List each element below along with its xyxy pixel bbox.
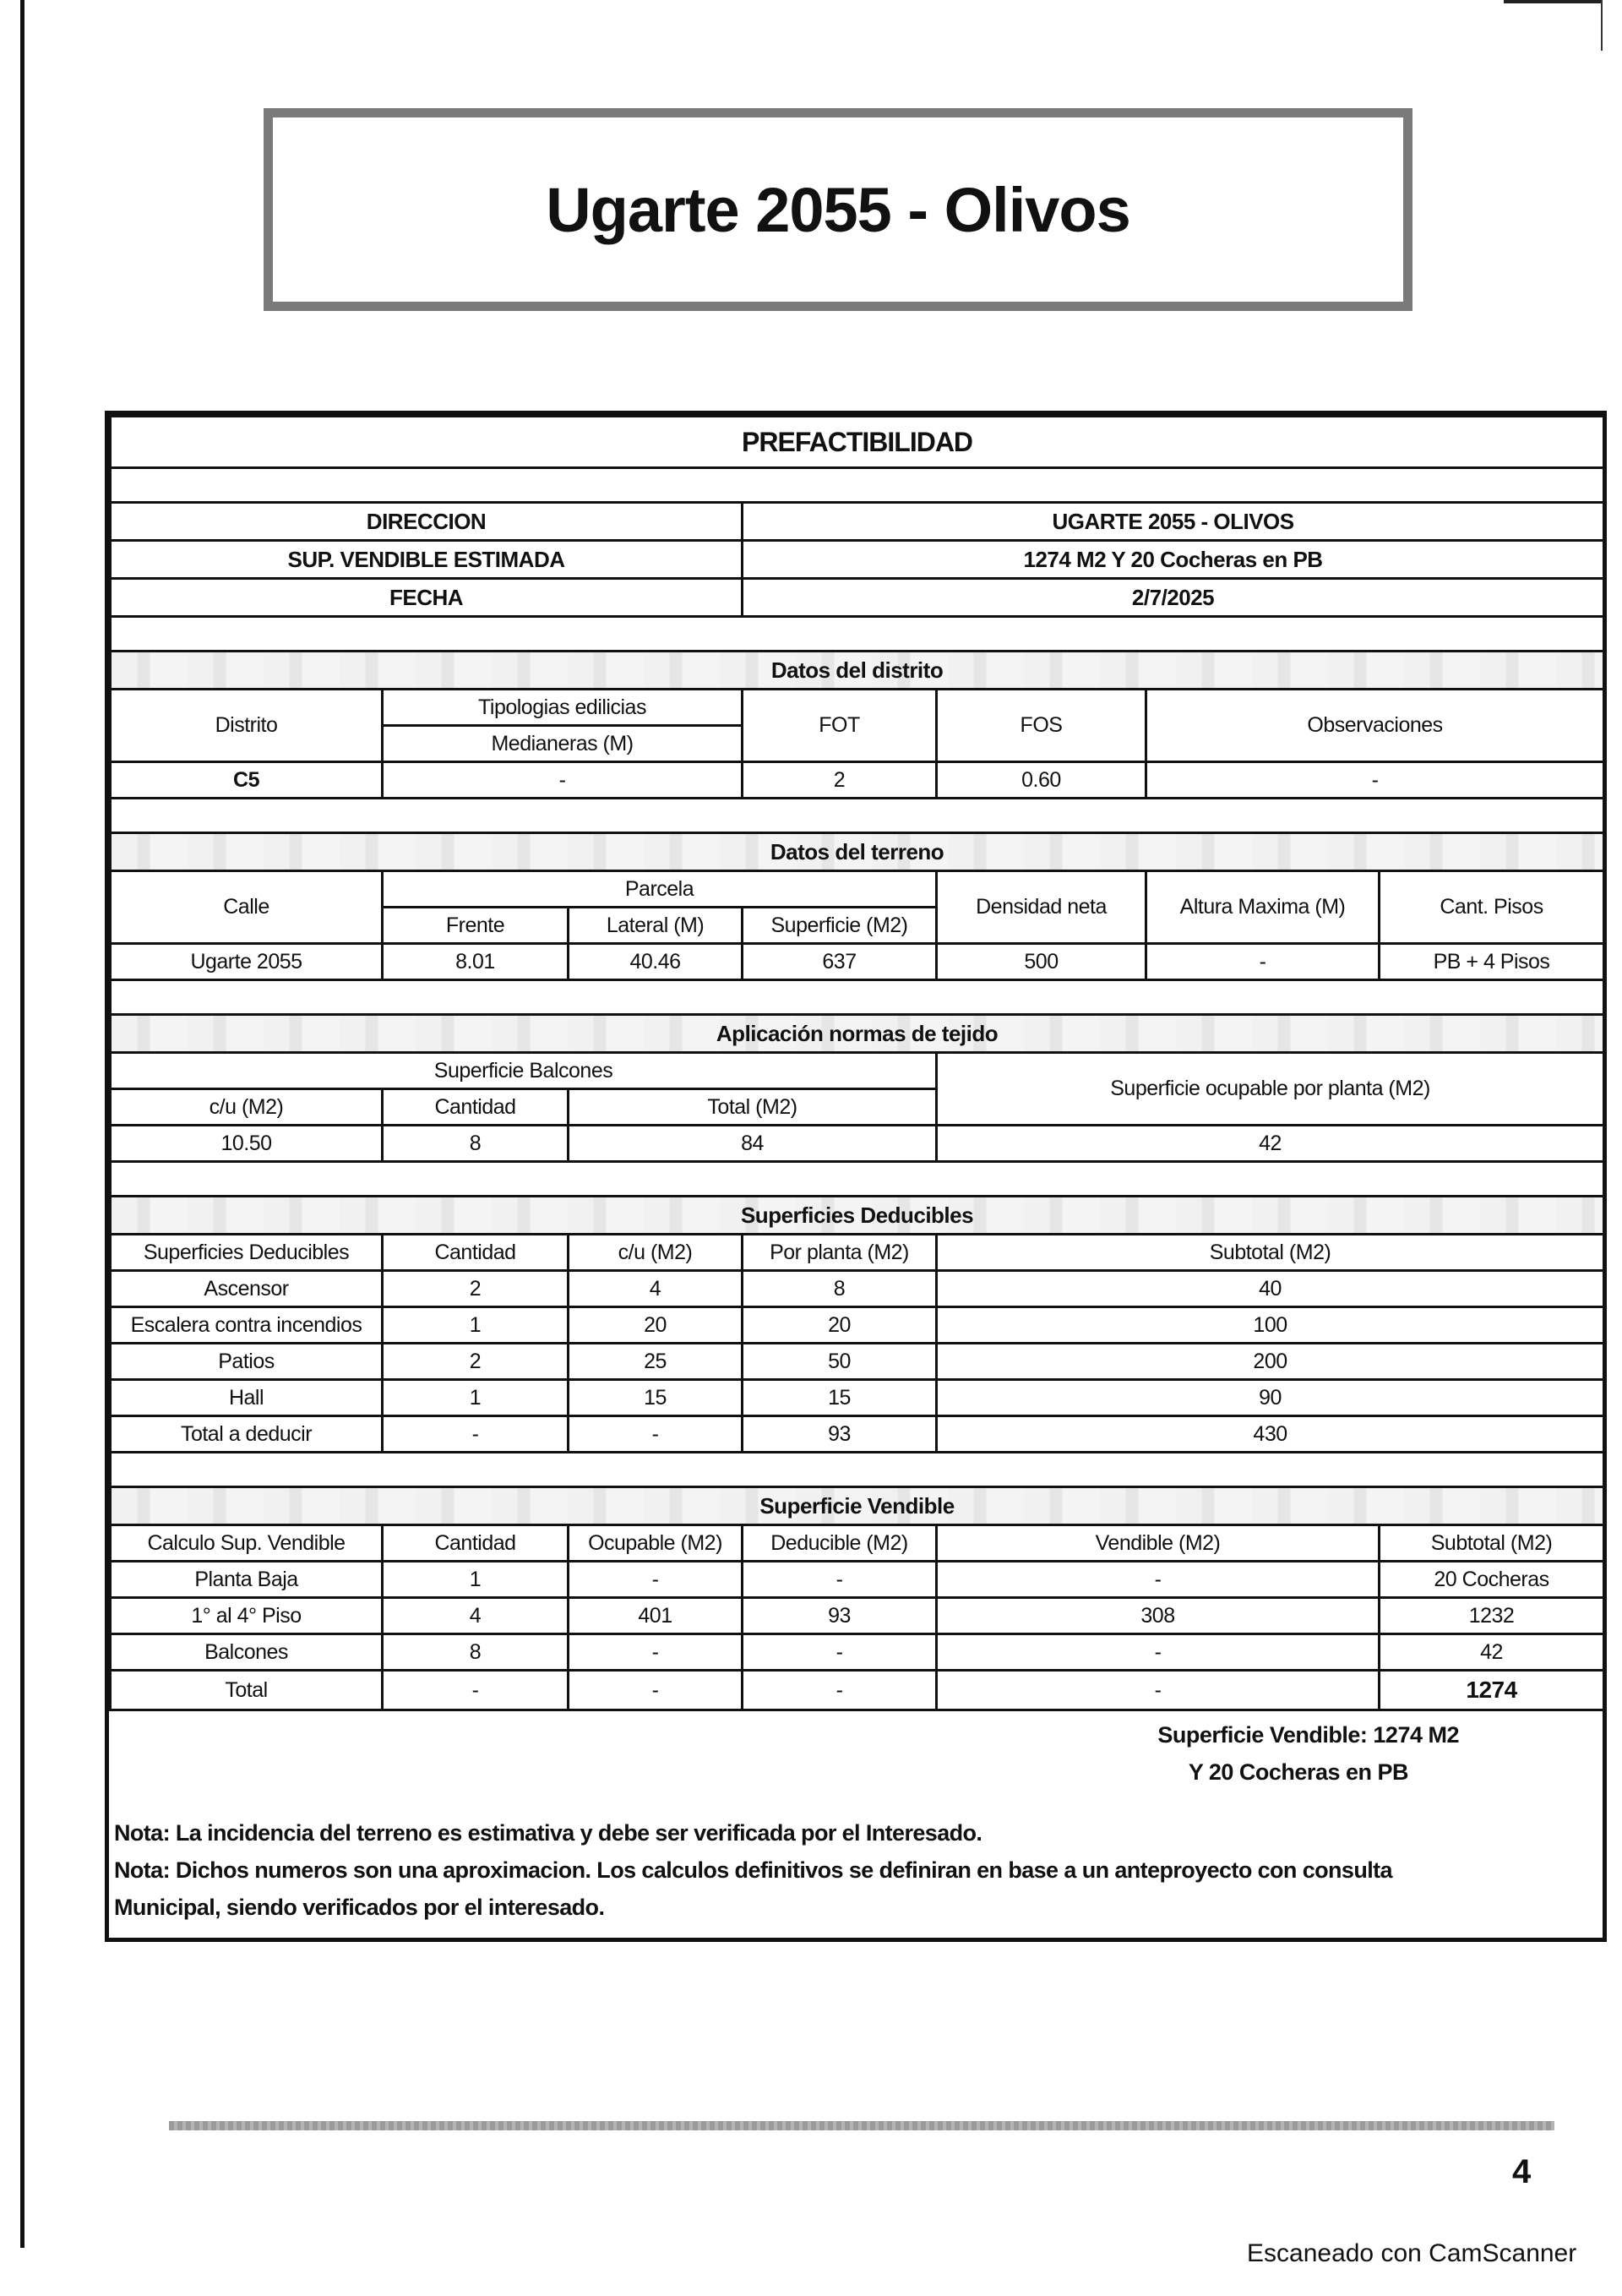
- col-header: FOS: [937, 690, 1146, 762]
- col-header: Distrito: [111, 690, 383, 762]
- cell: 430: [937, 1416, 1604, 1453]
- cell: 40.46: [569, 944, 743, 980]
- col-header: Superficie Balcones: [111, 1053, 937, 1089]
- cell: 1: [383, 1562, 569, 1598]
- col-header: Altura Maxima (M): [1146, 871, 1380, 944]
- cell: 10.50: [111, 1126, 383, 1162]
- terreno-header-row-1: [111, 871, 1604, 908]
- col-header: c/u (M2): [569, 1235, 743, 1271]
- tejido-data-row: [111, 1126, 1604, 1162]
- cell: 20 Cocheras: [1380, 1562, 1604, 1598]
- total-cell: 1274: [1380, 1671, 1604, 1710]
- section-title: Aplicación normas de tejido: [111, 1015, 1604, 1053]
- table-row-total: [111, 1671, 1604, 1710]
- cell: 8.01: [383, 944, 569, 980]
- cell: 2: [383, 1344, 569, 1380]
- cell: 20: [569, 1307, 743, 1344]
- col-header: Subtotal (M2): [1380, 1525, 1604, 1562]
- table-row: [111, 1380, 1604, 1416]
- table-row: [111, 1562, 1604, 1598]
- cell: 4: [569, 1271, 743, 1307]
- cell: -: [383, 1416, 569, 1453]
- cell: -: [937, 1634, 1380, 1671]
- col-header: Tipologias edilicias: [383, 690, 743, 726]
- info-label: SUP. VENDIBLE ESTIMADA: [111, 541, 743, 579]
- cell: 2: [383, 1271, 569, 1307]
- col-header: Superficies Deducibles: [111, 1235, 383, 1271]
- section-vendible: [111, 1487, 1604, 1525]
- section-distrito: [111, 652, 1604, 690]
- info-value: UGARTE 2055 - OLIVOS: [743, 503, 1604, 541]
- cell: Ascensor: [111, 1271, 383, 1307]
- distrito-data-row: [111, 762, 1604, 799]
- note-2-continued: Municipal, siendo verificados por el interesado.: [114, 1895, 605, 1920]
- page-edge-rule-right: [1601, 0, 1603, 51]
- page-edge-rule: [20, 0, 24, 2248]
- cell: -: [743, 1634, 937, 1671]
- cell: 1° al 4° Piso: [111, 1598, 383, 1634]
- cell: Total a deducir: [111, 1416, 383, 1453]
- table-row-total: [111, 1416, 1604, 1453]
- cell: 8: [383, 1634, 569, 1671]
- cell: 42: [1380, 1634, 1604, 1671]
- col-header: Frente: [383, 908, 569, 944]
- cell: 20: [743, 1307, 937, 1344]
- col-header: Cant. Pisos: [1380, 871, 1604, 944]
- cell: 8: [743, 1271, 937, 1307]
- cell: -: [383, 1671, 569, 1710]
- col-header: Calle: [111, 871, 383, 944]
- note-2: Nota: Dichos numeros son una aproximacion. Los calculos definitivos se definiran en base a un anteproyecto con consulta: [114, 1857, 1392, 1883]
- camscanner-watermark: Escaneado con CamScanner: [1247, 2239, 1577, 2267]
- col-header: Superficie (M2): [743, 908, 937, 944]
- table-row: [111, 1307, 1604, 1344]
- cell: C5: [111, 762, 383, 799]
- cell: 1: [383, 1380, 569, 1416]
- table-row: [111, 1634, 1604, 1671]
- section-title: Datos del terreno: [111, 833, 1604, 871]
- scan-artifact: [1504, 0, 1601, 3]
- prefeasibility-sheet: [105, 411, 1607, 1942]
- cell: 200: [937, 1344, 1604, 1380]
- notes-block: [109, 1792, 1603, 1938]
- table-row: [111, 1271, 1604, 1307]
- prefeasibility-table: [109, 415, 1605, 1711]
- section-tejido: [111, 1015, 1604, 1053]
- cell: Escalera contra incendios: [111, 1307, 383, 1344]
- col-header: Lateral (M): [569, 908, 743, 944]
- table-row: [111, 1598, 1604, 1634]
- cell: -: [743, 1562, 937, 1598]
- cell: -: [937, 1562, 1380, 1598]
- cell: 90: [937, 1380, 1604, 1416]
- cell: 1232: [1380, 1598, 1604, 1634]
- cell: 84: [569, 1126, 937, 1162]
- col-header: Por planta (M2): [743, 1235, 937, 1271]
- col-header: Cantidad: [383, 1235, 569, 1271]
- cell: 1: [383, 1307, 569, 1344]
- cell: 40: [937, 1271, 1604, 1307]
- cell: -: [569, 1562, 743, 1598]
- cell: 50: [743, 1344, 937, 1380]
- cell: -: [569, 1634, 743, 1671]
- cell: 42: [937, 1126, 1604, 1162]
- col-header: Superficie ocupable por planta (M2): [937, 1053, 1604, 1126]
- cell: PB + 4 Pisos: [1380, 944, 1604, 980]
- col-header: FOT: [743, 690, 937, 762]
- main-heading: PREFACTIBILIDAD: [111, 417, 1604, 468]
- cell: -: [1146, 762, 1604, 799]
- cell: 637: [743, 944, 937, 980]
- distrito-header-row-1: [111, 690, 1604, 726]
- tejido-header-row-1: [111, 1053, 1604, 1089]
- cell: Patios: [111, 1344, 383, 1380]
- spacer-row: [111, 980, 1604, 1015]
- info-value: 1274 M2 Y 20 Cocheras en PB: [743, 541, 1604, 579]
- summary-line-1: Superficie Vendible: 1274 M2: [1157, 1722, 1459, 1748]
- cell: Ugarte 2055: [111, 944, 383, 980]
- spacer-row: [111, 617, 1604, 652]
- document-title: Ugarte 2055 - Olivos: [546, 174, 1130, 245]
- cell: -: [383, 762, 743, 799]
- info-label: DIRECCION: [111, 503, 743, 541]
- cell: 500: [937, 944, 1146, 980]
- cell: 0.60: [937, 762, 1146, 799]
- title-box: [264, 108, 1412, 311]
- col-header: Ocupable (M2): [569, 1525, 743, 1562]
- summary-line-2: Y 20 Cocheras en PB: [1188, 1759, 1408, 1785]
- col-header: Medianeras (M): [383, 726, 743, 762]
- deducibles-header-row: [111, 1235, 1604, 1271]
- col-header: Cantidad: [383, 1089, 569, 1126]
- footer-rule: [169, 2121, 1554, 2130]
- section-title: Datos del distrito: [111, 652, 1604, 690]
- col-header: Cantidad: [383, 1525, 569, 1562]
- info-row-direccion: [111, 503, 1604, 541]
- terreno-data-row: [111, 944, 1604, 980]
- cell: 401: [569, 1598, 743, 1634]
- vendible-summary: [109, 1711, 1603, 1792]
- spacer-row: [111, 799, 1604, 833]
- info-value: 2/7/2025: [743, 579, 1604, 617]
- cell: 25: [569, 1344, 743, 1380]
- info-label: FECHA: [111, 579, 743, 617]
- cell: -: [569, 1416, 743, 1453]
- cell: Hall: [111, 1380, 383, 1416]
- cell: 15: [569, 1380, 743, 1416]
- col-header: Deducible (M2): [743, 1525, 937, 1562]
- cell: 93: [743, 1416, 937, 1453]
- col-header: Total (M2): [569, 1089, 937, 1126]
- cell: Planta Baja: [111, 1562, 383, 1598]
- col-header: c/u (M2): [111, 1089, 383, 1126]
- cell: 15: [743, 1380, 937, 1416]
- col-header: Parcela: [383, 871, 937, 908]
- cell: -: [1146, 944, 1380, 980]
- cell: Total: [111, 1671, 383, 1710]
- cell: Balcones: [111, 1634, 383, 1671]
- main-heading-row: [111, 417, 1604, 468]
- col-header: Subtotal (M2): [937, 1235, 1604, 1271]
- cell: 8: [383, 1126, 569, 1162]
- cell: -: [743, 1671, 937, 1710]
- info-row-sup-vendible: [111, 541, 1604, 579]
- table-row: [111, 1344, 1604, 1380]
- section-terreno: [111, 833, 1604, 871]
- cell: 100: [937, 1307, 1604, 1344]
- section-title: Superficies Deducibles: [111, 1197, 1604, 1235]
- cell: 4: [383, 1598, 569, 1634]
- section-title: Superficie Vendible: [111, 1487, 1604, 1525]
- cell: -: [937, 1671, 1380, 1710]
- col-header: Observaciones: [1146, 690, 1604, 762]
- vendible-header-row: [111, 1525, 1604, 1562]
- spacer-row: [111, 1453, 1604, 1487]
- page-number: 4: [1512, 2153, 1532, 2190]
- info-row-fecha: [111, 579, 1604, 617]
- cell: 2: [743, 762, 937, 799]
- col-header: Calculo Sup. Vendible: [111, 1525, 383, 1562]
- cell: -: [569, 1671, 743, 1710]
- cell: 93: [743, 1598, 937, 1634]
- section-deducibles: [111, 1197, 1604, 1235]
- spacer-row: [111, 1162, 1604, 1197]
- col-header: Vendible (M2): [937, 1525, 1380, 1562]
- cell: 308: [937, 1598, 1380, 1634]
- col-header: Densidad neta: [937, 871, 1146, 944]
- note-1: Nota: La incidencia del terreno es estimativa y debe ser verificada por el Interesado.: [114, 1820, 982, 1846]
- spacer-row: [111, 468, 1604, 503]
